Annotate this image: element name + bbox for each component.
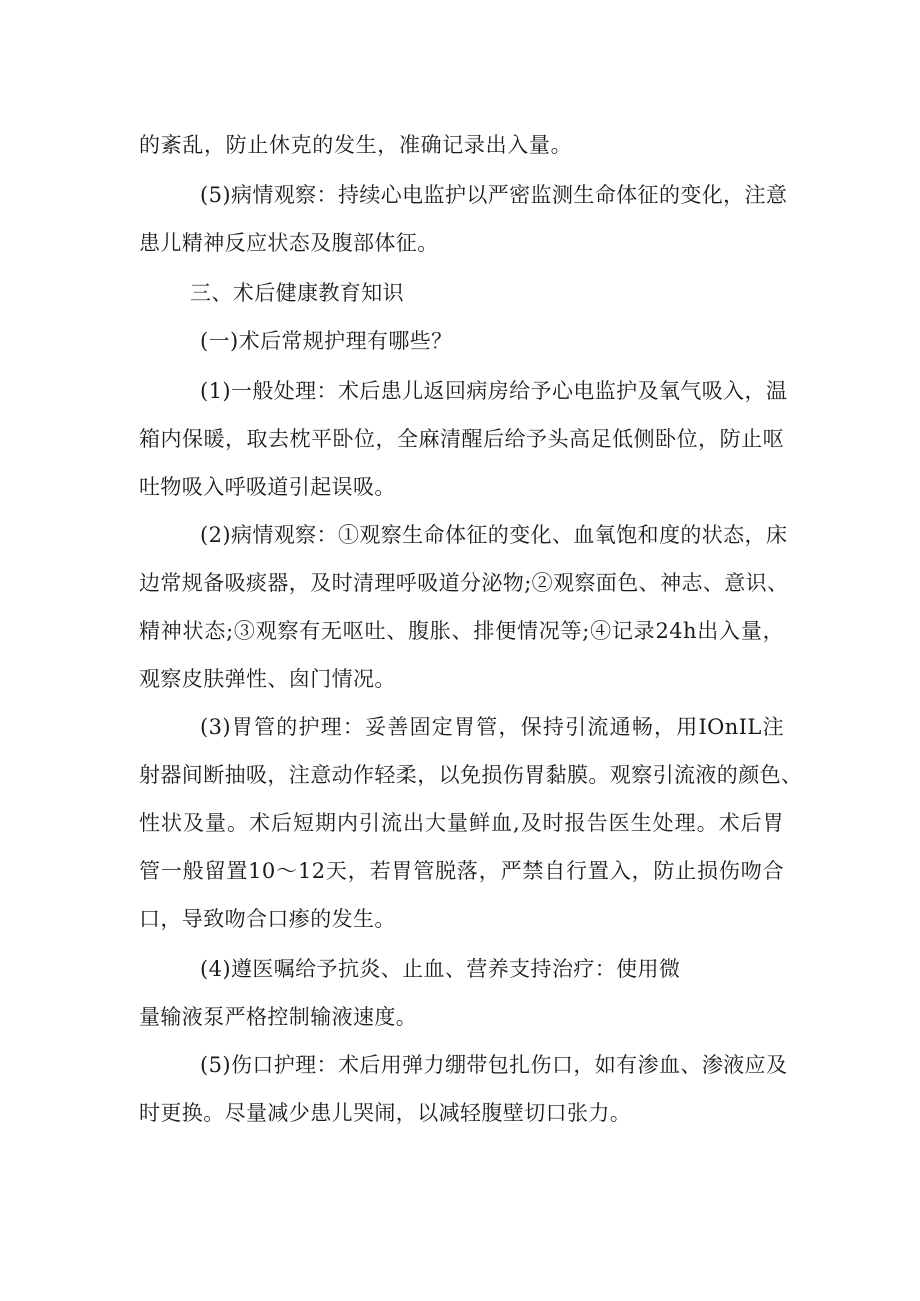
line-19: 量输液泵严格控制输液速度。 (139, 1005, 418, 1029)
line-9: (2)病情观察：①观察生命体征的变化、血氧饱和度的状态，床 (200, 523, 788, 547)
line-13: (3)胃管的护理：妥善固定胃管，保持引流通畅，用IOnIL注 (200, 715, 784, 739)
line-21: 时更换。尽量减少患儿哭闹，以减轻腹壁切口张力。 (139, 1101, 632, 1125)
line-15: 性状及量。术后短期内引流出大量鲜血,及时报告医生处理。术后胃 (139, 811, 784, 835)
line-17: 口，导致吻合口瘆的发生。 (139, 907, 396, 931)
line-10: 边常规备吸痰器，及时清理呼吸道分泌物;②观察面色、神志、意识、 (139, 571, 789, 595)
section-heading: 三、术后健康教育知识 (190, 281, 404, 305)
line-3: 患儿精神反应状态及腹部体征。 (139, 231, 439, 255)
subsection-heading: (一)术后常规护理有哪些？ (200, 329, 453, 353)
line-11: 精神状态;③观察有无呕吐、腹胀、排便情况等;④记录24h出入量， (139, 619, 784, 643)
line-7: 箱内保暖，取去枕平卧位，全麻清醒后给予头高足低侧卧位，防止呕 (139, 427, 784, 451)
line-14: 射器间断抽吸，注意动作轻柔，以免损伤胃黏膜。观察引流液的颜色、 (139, 763, 803, 787)
line-6: (1)一般处理：术后患儿返回病房给予心电监护及氧气吸入，温 (200, 379, 788, 403)
line-18: (4)遵医嘱给予抗炎、止血、营养支持治疗：使用微 (200, 957, 681, 981)
line-12: 观察皮肤弹性、囱门情况。 (139, 667, 396, 691)
line-16: 管一般留置10～12天，若胃管脱落，严禁自行置入，防止损伤吻合 (139, 859, 784, 883)
line-2: (5)病情观察：持续心电监护以严密监测生命体征的变化，注意 (200, 183, 788, 207)
line-1: 的紊乱，防止休克的发生，准确记录出入量。 (139, 133, 572, 157)
line-20: (5)伤口护理：术后用弹力绷带包扎伤口，如有渗血、渗液应及 (200, 1053, 788, 1077)
line-8: 吐物吸入呼吸道引起误吸。 (139, 475, 396, 499)
